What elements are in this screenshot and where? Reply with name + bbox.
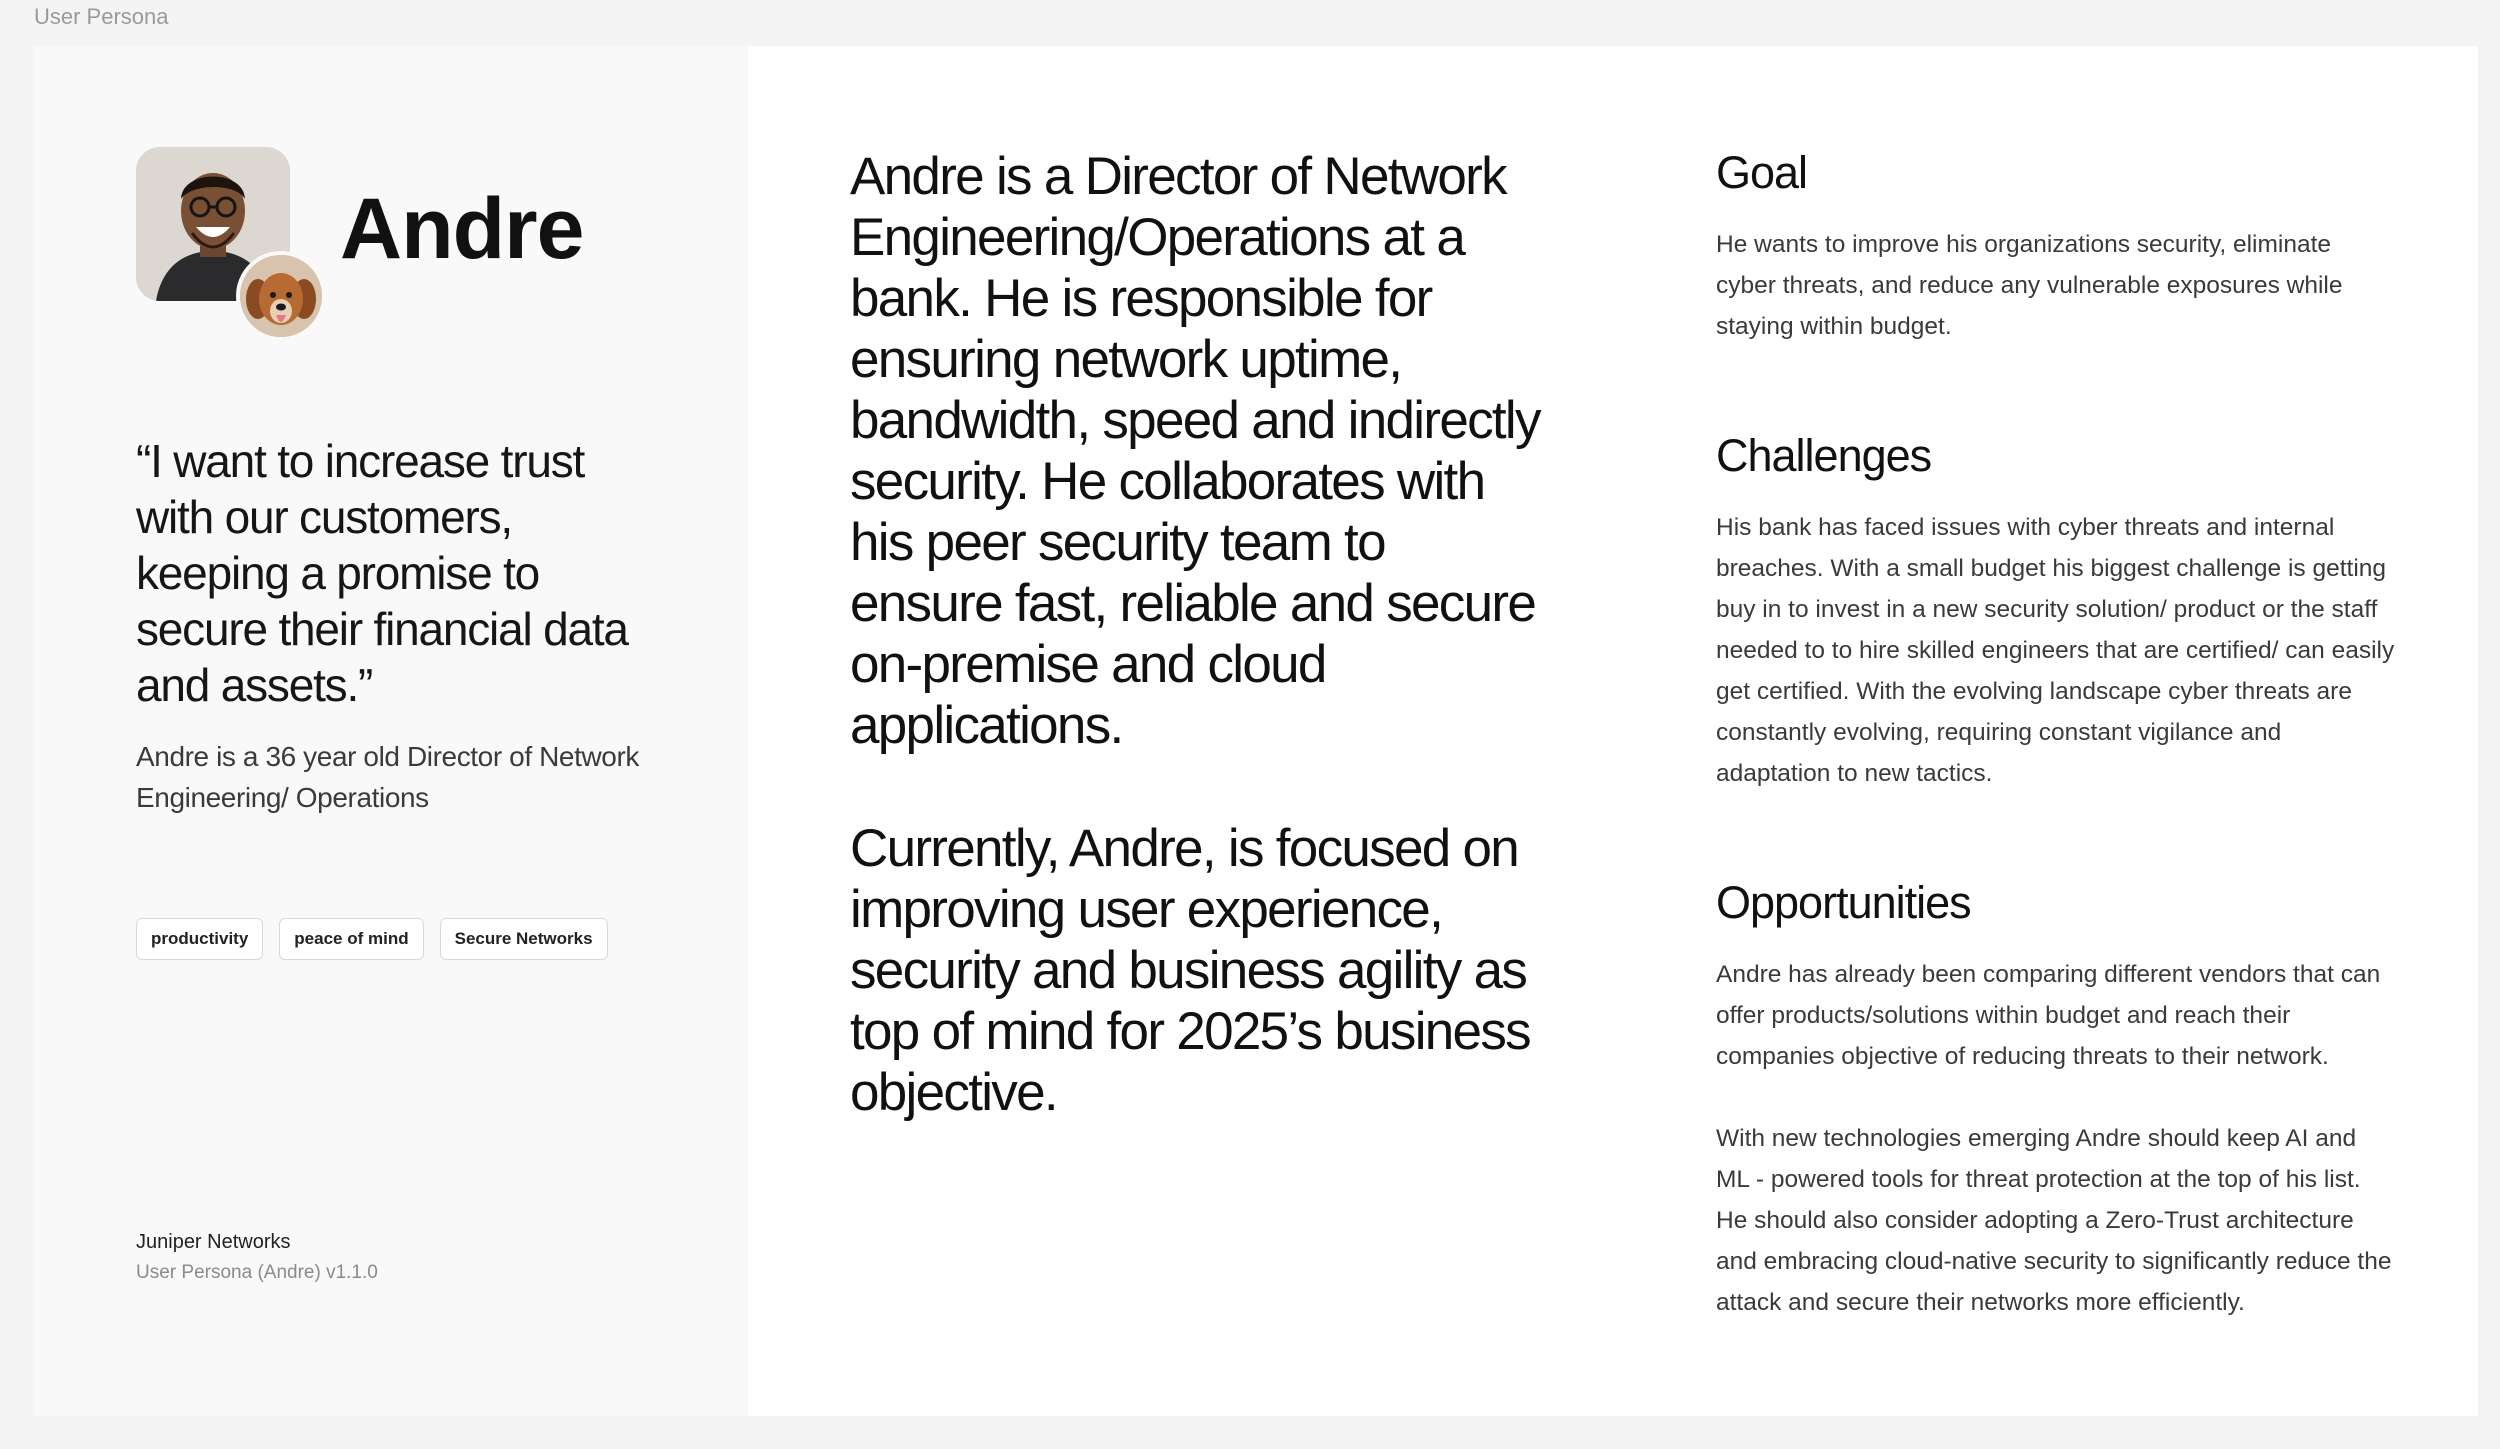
opportunities-heading: Opportunities xyxy=(1716,877,1971,928)
persona-name: Andre xyxy=(340,181,584,277)
tag-secure-networks: Secure Networks xyxy=(440,918,608,960)
opportunities-text-vendors: Andre has already been comparing different vendors that can offer products/solutions within budget and reach their companies objective of reducing threats to their network. xyxy=(1716,961,2381,1070)
summary-paragraph-focus: Currently, Andre, is focused on improving user experience, security and business agility as top of mind for 2025’s business objective. xyxy=(850,819,1530,1122)
footer-organization: Juniper Networks xyxy=(136,1231,291,1253)
opportunities-text-technologies: With new technologies emerging Andre should keep AI and ML - powered tools for threat protection at the top of his list. He should also consider adopting a Zero-Trust architecture and embracing cloud-native security to significantly reduce the attack and secure their networks more efficiently. xyxy=(1716,1125,2392,1316)
goal-section xyxy=(1716,146,2396,347)
challenges-heading: Challenges xyxy=(1716,430,1932,481)
persona-summary xyxy=(850,146,1540,1185)
pet-photo xyxy=(236,251,326,341)
goal-text: He wants to improve his organizations security, eliminate cyber threats, and reduce any vulnerable exposures while staying within budget. xyxy=(1716,231,2343,340)
persona-details xyxy=(1716,146,2396,1405)
dog-illustration xyxy=(240,255,322,337)
footer-version: User Persona (Andre) v1.1.0 xyxy=(136,1262,378,1283)
tag-peace-of-mind: peace of mind xyxy=(279,918,423,960)
persona-bio: Andre is a 36 year old Director of Network Engineering/ Operations xyxy=(136,741,639,813)
persona-quote: “I want to increase trust with our customers, keeping a promise to secure their financial data and assets.” xyxy=(136,435,628,711)
challenges-section xyxy=(1716,429,2396,794)
tag-list xyxy=(136,918,608,960)
goal-heading: Goal xyxy=(1716,147,1808,198)
persona-card xyxy=(34,46,2478,1416)
frame-label: User Persona xyxy=(34,4,169,29)
summary-paragraph-role: Andre is a Director of Network Engineering/Operations at a bank. He is responsible for ensuring network uptime, bandwidth, speed and indirectly security. He collaborates with his peer security team to ensure fast, reliable and secure on-premise and cloud applications. xyxy=(850,147,1540,755)
opportunities-section xyxy=(1716,876,2396,1323)
challenges-text: His bank has faced issues with cyber threats and internal breaches. With a small budget his biggest challenge is getting buy in to invest in a new security solution/ product or the staff needed to to hire skilled engineers that are certified/ can easily get certified. With the evolving landscape cyber threats are constantly evolving, requiring constant vigilance and adaptation to new tactics. xyxy=(1716,514,2395,787)
persona-sidebar xyxy=(34,46,748,1416)
tag-productivity: productivity xyxy=(136,918,263,960)
